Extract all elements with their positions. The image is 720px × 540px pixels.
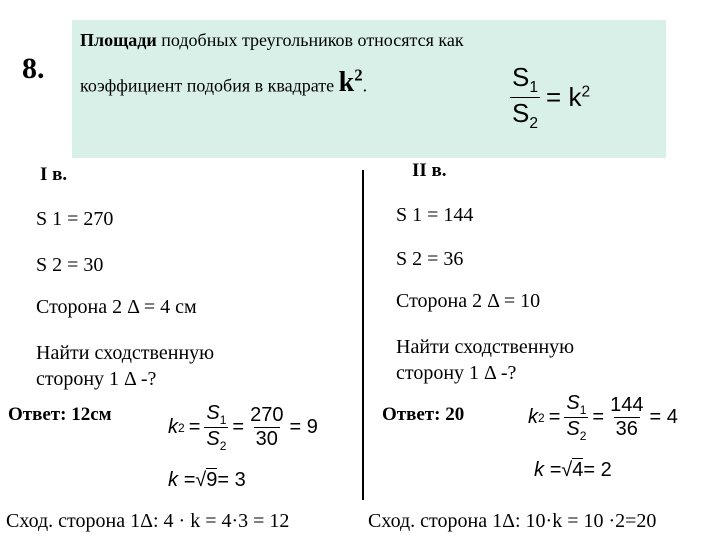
- variant2-s2: S 2 = 36: [396, 248, 464, 270]
- variant2-k-formula: k 2 = $\frac{S_1}{S_2}$ = $\frac{144}{36}$ = 4: [528, 392, 678, 443]
- variant2-find-1: Найти сходственную: [396, 336, 575, 358]
- variant2-s1: S 1 = 144: [396, 204, 474, 226]
- variant1-s1: S 1 = 270: [36, 208, 114, 230]
- rule-line-2: коэффициент подобия в квадрате $k^2$.: [80, 66, 368, 99]
- variant2-answer: Ответ: 20: [382, 404, 465, 425]
- k-squared: $k^2$: [338, 66, 363, 99]
- variant1-find-2: сторону 1 Δ -?: [36, 368, 157, 390]
- variant2-side: Сторона 2 Δ = 10: [396, 290, 541, 312]
- variant2-k-root: k = √ 4 = 2: [534, 458, 612, 481]
- variant2-find-2: сторону 1 Δ -?: [396, 362, 517, 384]
- variant1-k-root: k = √ 9 = 3: [168, 468, 246, 491]
- slide-number: 8.: [22, 52, 45, 85]
- variant1-find-1: Найти сходственную: [36, 342, 215, 364]
- variant1-k-formula: k 2 = $\frac{S_1}{S_2}$ = $\frac{270}{30}$ = 9: [168, 402, 318, 453]
- column-divider: [362, 170, 364, 500]
- main-ratio-formula: $\frac{S_1}{S_2}$ = $k^2$: [512, 62, 591, 133]
- rule-bold-word: Площади: [80, 30, 157, 50]
- variant1-header: I в.: [40, 164, 68, 185]
- variant1-answer: Ответ: 12см: [8, 404, 112, 425]
- rule-line-1: [80, 30, 464, 51]
- rule-line-2-text: коэффициент подобия в квадрате: [80, 75, 339, 96]
- variant1-footer: Сход. сторона 1Δ: 4 · k = 4·3 = 12: [6, 510, 290, 532]
- variant2-footer: Сход. сторона 1Δ: 10·k = 10 ·2=20: [368, 510, 657, 532]
- variant1-side: Сторона 2 Δ = 4 см: [36, 296, 197, 318]
- variant1-s2: S 2 = 30: [36, 254, 104, 276]
- rule-line-1-text: подобных треугольников относятся как: [156, 30, 464, 50]
- variant2-header: II в.: [412, 160, 447, 181]
